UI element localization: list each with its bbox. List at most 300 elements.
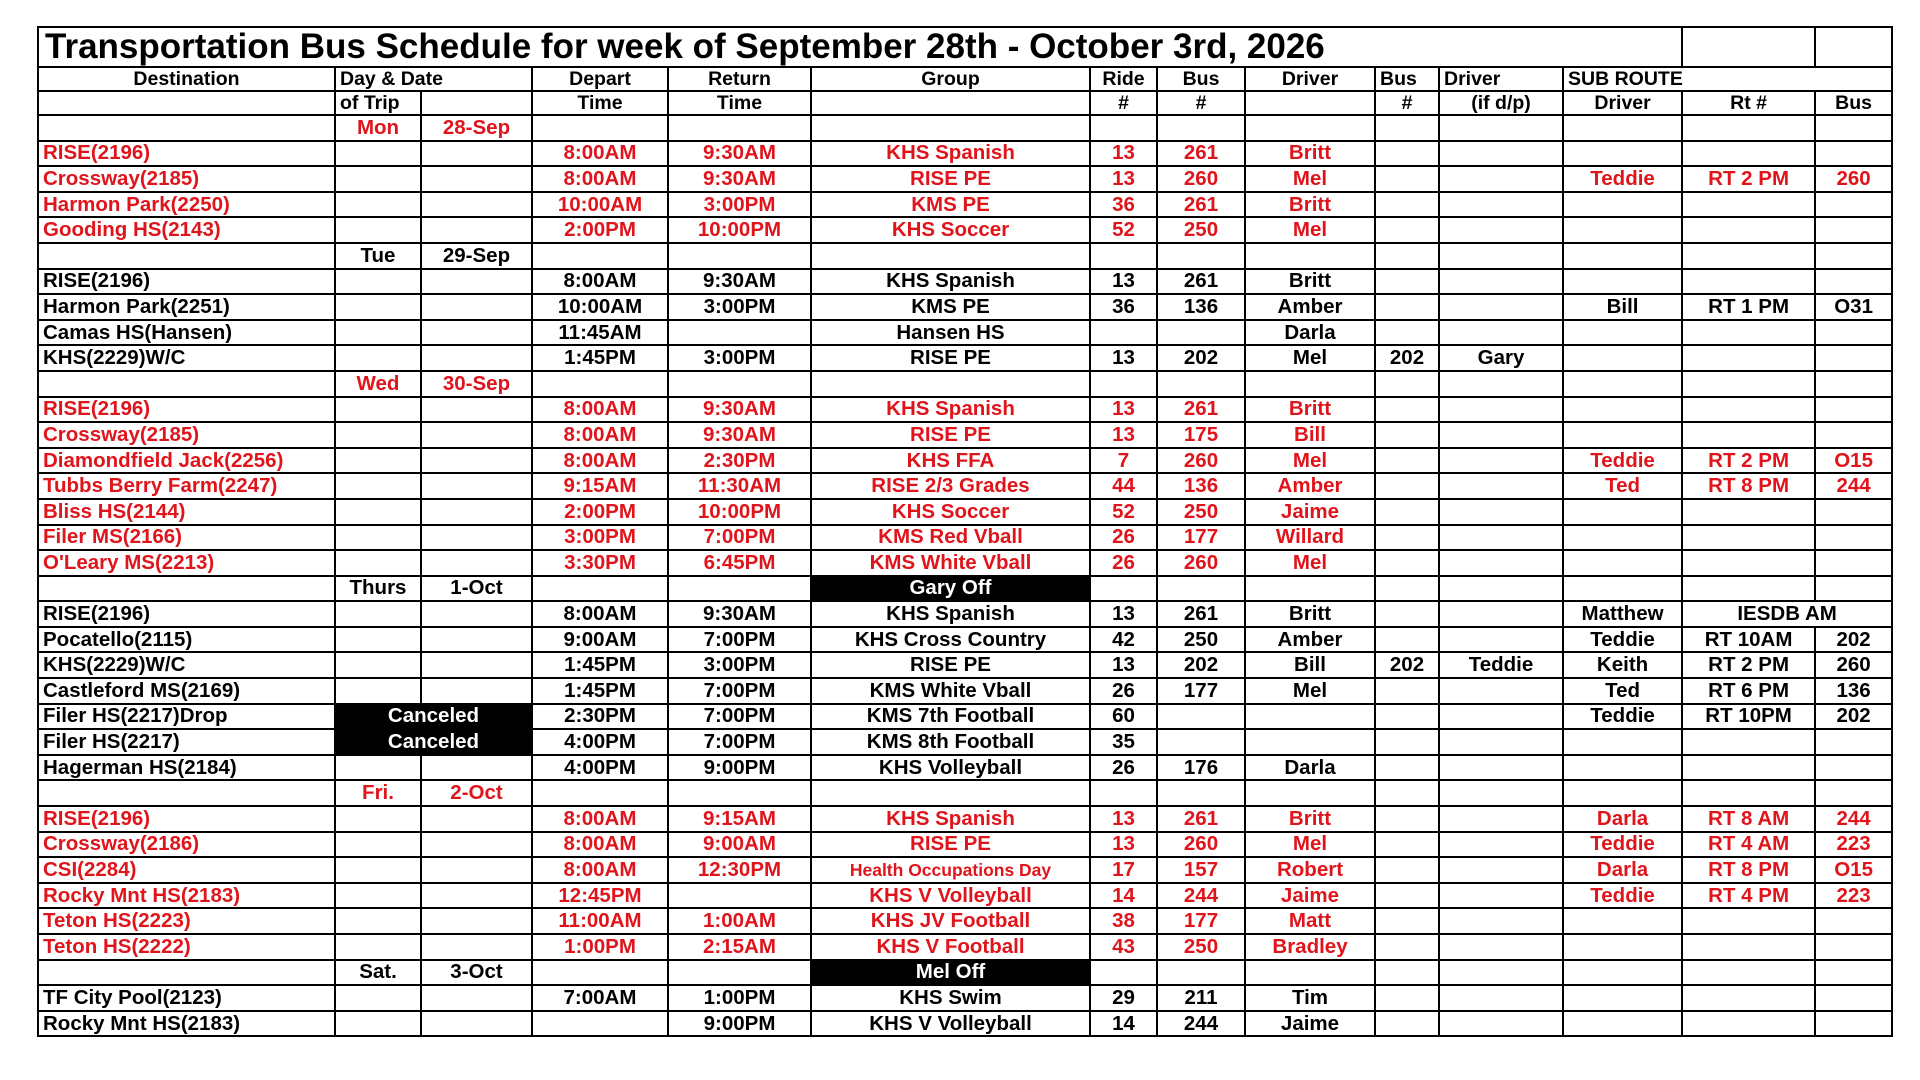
blank-cell [335,269,421,295]
blank-cell [1090,371,1157,397]
ride-count-cell: 43 [1090,934,1157,960]
blank-cell [532,243,668,269]
blank-cell [335,806,421,832]
bus2-number-cell [1375,1011,1439,1037]
blank-cell [335,678,421,704]
sub-driver-cell: Ted [1563,678,1682,704]
sub-route-cell: RT 2 PM [1682,652,1815,678]
sub-driver-cell [1563,345,1682,371]
depart-time-cell: 8:00AM [532,269,668,295]
blank-cell [1815,371,1892,397]
header-row-1 [38,67,1892,91]
group-cell: KMS PE [811,192,1090,218]
driver-cell: Britt [1245,192,1375,218]
blank-cell [532,780,668,806]
blank-cell [811,780,1090,806]
bus2-number-cell [1375,217,1439,243]
title-row [38,27,1892,67]
blank-cell [421,908,532,934]
header-bus-number: # [1157,91,1245,115]
sub-bus-cell [1815,525,1892,551]
sub-bus-cell: 244 [1815,806,1892,832]
bus-number-cell: 177 [1157,678,1245,704]
depart-time-cell: 11:00AM [532,908,668,934]
ride-count-cell: 14 [1090,883,1157,909]
trip-row [38,448,1892,474]
bus-number-cell: 250 [1157,627,1245,653]
sub-bus-cell: 244 [1815,473,1892,499]
header-ride-number: # [1090,91,1157,115]
bus-number-cell: 261 [1157,397,1245,423]
blank-cell [1815,243,1892,269]
bus-number-cell [1157,729,1245,755]
group-cell: KMS Red Vball [811,525,1090,551]
ride-count-cell: 52 [1090,499,1157,525]
driver-ifdp-cell [1439,294,1563,320]
driver-ifdp-cell [1439,217,1563,243]
date-label: 29-Sep [421,243,532,269]
sub-route-cell: RT 10AM [1682,627,1815,653]
blank-cell [421,985,532,1011]
sub-route-cell [1682,397,1815,423]
blank-cell [421,473,532,499]
bus-number-cell: 176 [1157,755,1245,781]
return-time-cell: 1:00PM [668,985,811,1011]
driver-cell: Mel [1245,448,1375,474]
destination-cell: Teton HS(2222) [38,934,335,960]
bus-number-cell: 157 [1157,857,1245,883]
destination-cell: RISE(2196) [38,806,335,832]
destination-cell: Filer HS(2217) [38,729,335,755]
sub-bus-cell [1815,269,1892,295]
driver-cell: Bill [1245,422,1375,448]
group-cell: RISE PE [811,422,1090,448]
return-time-cell: 1:00AM [668,908,811,934]
sub-bus-cell [1815,1011,1892,1037]
return-time-cell: 2:15AM [668,934,811,960]
header-blank-cell [811,91,1090,115]
blank-cell [421,601,532,627]
bus2-number-cell [1375,269,1439,295]
blank-cell [421,934,532,960]
depart-time-cell: 1:45PM [532,678,668,704]
bus-number-cell: 177 [1157,525,1245,551]
blank-cell [1439,115,1563,141]
blank-cell [421,755,532,781]
group-cell: KHS Spanish [811,397,1090,423]
bus-number-cell: 244 [1157,883,1245,909]
trip-row [38,755,1892,781]
ride-count-cell: 13 [1090,269,1157,295]
sub-route-cell: RT 6 PM [1682,678,1815,704]
destination-cell: Gooding HS(2143) [38,217,335,243]
sub-bus-cell [1815,499,1892,525]
return-time-cell: 9:00PM [668,755,811,781]
bus-number-cell: 260 [1157,166,1245,192]
destination-cell: Hagerman HS(2184) [38,755,335,781]
sub-route-cell [1682,908,1815,934]
header-return-time: Time [668,91,811,115]
sub-route-cell [1682,141,1815,167]
blank-cell [421,652,532,678]
blank-cell [1439,243,1563,269]
sub-driver-cell: Teddie [1563,704,1682,730]
driver-ifdp-cell [1439,985,1563,1011]
depart-time-cell: 12:45PM [532,883,668,909]
header-depart-time: Time [532,91,668,115]
blank-cell [1682,780,1815,806]
driver-cell: Britt [1245,397,1375,423]
ride-count-cell: 26 [1090,755,1157,781]
driver-cell: Britt [1245,601,1375,627]
return-time-cell: 10:00PM [668,499,811,525]
driver-cell: Jaime [1245,1011,1375,1037]
depart-time-cell: 8:00AM [532,601,668,627]
bus-number-cell: 202 [1157,345,1245,371]
blank-cell [421,525,532,551]
bus2-number-cell: 202 [1375,652,1439,678]
blank-cell [1815,576,1892,602]
group-cell: KMS 8th Football [811,729,1090,755]
driver-ifdp-cell [1439,729,1563,755]
driver-ifdp-cell [1439,166,1563,192]
bus-number-cell: 244 [1157,1011,1245,1037]
bus-number-cell: 136 [1157,473,1245,499]
bus2-number-cell [1375,422,1439,448]
group-cell: RISE PE [811,166,1090,192]
blank-cell [335,908,421,934]
blank-cell [335,832,421,858]
sub-bus-cell [1815,320,1892,346]
blank-cell [421,422,532,448]
blank-cell [1439,960,1563,986]
trip-row [38,294,1892,320]
return-time-cell: 3:00PM [668,294,811,320]
driver-ifdp-cell [1439,678,1563,704]
group-cell: KMS White Vball [811,678,1090,704]
bus-number-cell: 261 [1157,806,1245,832]
header-blank-cell [38,91,335,115]
depart-time-cell: 1:45PM [532,652,668,678]
driver-ifdp-cell [1439,320,1563,346]
sub-bus-cell: 202 [1815,627,1892,653]
blank-cell [335,141,421,167]
ride-count-cell: 26 [1090,678,1157,704]
bus-number-cell: 260 [1157,448,1245,474]
depart-time-cell: 8:00AM [532,832,668,858]
depart-time-cell: 9:15AM [532,473,668,499]
driver-ifdp-cell [1439,934,1563,960]
driver-cell: Mel [1245,345,1375,371]
blank-cell [1375,780,1439,806]
blank-cell [532,371,668,397]
day-label: Wed [335,371,421,397]
driver-cell: Willard [1245,525,1375,551]
sub-driver-cell [1563,908,1682,934]
group-cell: KHS V Football [811,934,1090,960]
ride-count-cell: 14 [1090,1011,1157,1037]
driver-ifdp-cell [1439,550,1563,576]
header-day-date: Day & Date [335,67,532,91]
destination-cell: RISE(2196) [38,601,335,627]
driver-off-note: Gary Off [811,576,1090,602]
sub-driver-cell: Keith [1563,652,1682,678]
blank-cell [1245,243,1375,269]
bus-number-cell: 261 [1157,141,1245,167]
bus2-number-cell [1375,729,1439,755]
blank-cell [1090,576,1157,602]
blank-cell [1375,960,1439,986]
sub-bus-cell: 202 [1815,704,1892,730]
driver-cell: Mel [1245,217,1375,243]
depart-time-cell: 1:45PM [532,345,668,371]
depart-time-cell: 8:00AM [532,448,668,474]
bus2-number-cell [1375,499,1439,525]
return-time-cell: 9:30AM [668,166,811,192]
ride-count-cell: 44 [1090,473,1157,499]
header-depart: Depart [532,67,668,91]
ride-count-cell: 36 [1090,192,1157,218]
date-label: 3-Oct [421,960,532,986]
driver-ifdp-cell [1439,883,1563,909]
trip-row [38,908,1892,934]
blank-cell [1682,243,1815,269]
trip-row [38,627,1892,653]
return-time-cell: 7:00PM [668,627,811,653]
blank-cell [335,397,421,423]
destination-cell: RISE(2196) [38,141,335,167]
blank-cell [1815,115,1892,141]
driver-cell [1245,729,1375,755]
sub-driver-cell: Teddie [1563,627,1682,653]
sub-driver-cell [1563,550,1682,576]
blank-cell [38,243,335,269]
blank-cell [1157,780,1245,806]
date-label: 28-Sep [421,115,532,141]
ride-count-cell: 42 [1090,627,1157,653]
sub-route-cell [1682,525,1815,551]
driver-ifdp-cell [1439,422,1563,448]
blank-cell [335,166,421,192]
sub-driver-cell: Teddie [1563,883,1682,909]
group-cell: KMS White Vball [811,550,1090,576]
day-header-row [38,115,1892,141]
day-header-row [38,960,1892,986]
depart-time-cell: 8:00AM [532,166,668,192]
depart-time-cell: 2:00PM [532,217,668,243]
ride-count-cell: 7 [1090,448,1157,474]
day-label: Mon [335,115,421,141]
header-ride: Ride [1090,67,1157,91]
blank-cell [38,780,335,806]
destination-cell: Harmon Park(2250) [38,192,335,218]
header-return: Return [668,67,811,91]
sub-route-cell: RT 4 AM [1682,832,1815,858]
driver-cell: Jaime [1245,883,1375,909]
trip-row [38,166,1892,192]
trip-row [38,550,1892,576]
date-label: 30-Sep [421,371,532,397]
group-cell: Hansen HS [811,320,1090,346]
blank-cell [1157,371,1245,397]
blank-cell [1563,960,1682,986]
trip-row [38,985,1892,1011]
blank-cell [421,141,532,167]
driver-ifdp-cell [1439,857,1563,883]
blank-cell [335,652,421,678]
blank-cell [668,780,811,806]
return-time-cell: 9:00PM [668,1011,811,1037]
ride-count-cell: 38 [1090,908,1157,934]
blank-cell [335,345,421,371]
blank-cell [1157,115,1245,141]
return-time-cell: 9:30AM [668,422,811,448]
driver-ifdp-cell [1439,1011,1563,1037]
destination-cell: Bliss HS(2144) [38,499,335,525]
driver-cell: Amber [1245,473,1375,499]
group-cell: KHS Spanish [811,601,1090,627]
bus2-number-cell [1375,192,1439,218]
day-header-row [38,243,1892,269]
destination-cell: Harmon Park(2251) [38,294,335,320]
blank-cell [668,371,811,397]
group-cell: KHS Cross Country [811,627,1090,653]
header-blank-cell [1245,91,1375,115]
depart-time-cell [532,1011,668,1037]
driver-cell: Mel [1245,832,1375,858]
blank-cell [1563,780,1682,806]
return-time-cell [668,320,811,346]
sub-driver-cell: Bill [1563,294,1682,320]
trip-row [38,729,1892,755]
driver-ifdp-cell [1439,397,1563,423]
sub-driver-cell [1563,141,1682,167]
blank-cell [421,294,532,320]
ride-count-cell: 13 [1090,806,1157,832]
bus2-number-cell [1375,550,1439,576]
ride-count-cell: 35 [1090,729,1157,755]
sub-route-cell [1682,499,1815,525]
sub-bus-cell: 136 [1815,678,1892,704]
day-header-row [38,780,1892,806]
blank-cell [335,192,421,218]
blank-cell [421,166,532,192]
sub-bus-cell [1815,934,1892,960]
bus2-number-cell [1375,473,1439,499]
bus-number-cell: 175 [1157,422,1245,448]
driver-ifdp-cell [1439,448,1563,474]
return-time-cell: 11:30AM [668,473,811,499]
blank-cell [1439,576,1563,602]
return-time-cell: 12:30PM [668,857,811,883]
sub-route-cell [1682,320,1815,346]
header-bus: Bus [1157,67,1245,91]
group-cell: RISE PE [811,345,1090,371]
sub-bus-cell [1815,217,1892,243]
trip-row [38,345,1892,371]
blank-cell [335,1011,421,1037]
blank-cell [421,857,532,883]
bus2-number-cell [1375,448,1439,474]
blank-cell [335,627,421,653]
sub-route-cell [1682,345,1815,371]
bus-number-cell [1157,704,1245,730]
blank-cell [1245,576,1375,602]
depart-time-cell: 8:00AM [532,422,668,448]
destination-cell: RISE(2196) [38,397,335,423]
sub-bus-cell [1815,985,1892,1011]
driver-ifdp-cell [1439,525,1563,551]
trip-row [38,141,1892,167]
schedule-table [37,26,1893,1037]
sub-driver-cell [1563,422,1682,448]
sub-route-cell [1682,1011,1815,1037]
header-group: Group [811,67,1090,91]
header-driver: Driver [1245,67,1375,91]
blank-cell [38,576,335,602]
bus-number-cell [1157,320,1245,346]
depart-time-cell: 10:00AM [532,294,668,320]
sub-driver-cell: Ted [1563,473,1682,499]
header-sub-rt: Rt # [1682,91,1815,115]
return-time-cell: 6:45PM [668,550,811,576]
return-time-cell: 7:00PM [668,704,811,730]
destination-cell: KHS(2229)W/C [38,345,335,371]
sub-route-cell: RT 4 PM [1682,883,1815,909]
blank-cell [532,960,668,986]
ride-count-cell: 29 [1090,985,1157,1011]
return-time-cell: 9:30AM [668,601,811,627]
bus2-number-cell [1375,755,1439,781]
bus-number-cell: 261 [1157,192,1245,218]
driver-cell: Matt [1245,908,1375,934]
return-time-cell: 7:00PM [668,729,811,755]
group-cell: KHS Soccer [811,499,1090,525]
group-cell: KHS V Volleyball [811,1011,1090,1037]
blank-cell [1375,115,1439,141]
driver-cell: Darla [1245,755,1375,781]
blank-cell [335,755,421,781]
sub-route-cell: RT 2 PM [1682,448,1815,474]
driver-cell: Britt [1245,806,1375,832]
ride-count-cell: 13 [1090,422,1157,448]
sub-route-cell: RT 8 PM [1682,857,1815,883]
bus2-number-cell [1375,397,1439,423]
destination-cell: Filer MS(2166) [38,525,335,551]
return-time-cell: 3:00PM [668,652,811,678]
return-time-cell: 9:30AM [668,141,811,167]
blank-cell [335,422,421,448]
sub-route-cell: IESDB AM [1682,601,1892,627]
title-blank-cell [1682,27,1815,67]
header-blank-cell [421,91,532,115]
blank-cell [1682,576,1815,602]
sub-bus-cell: O15 [1815,857,1892,883]
sub-bus-cell: 223 [1815,832,1892,858]
sub-driver-cell: Teddie [1563,166,1682,192]
sub-bus-cell [1815,397,1892,423]
sub-bus-cell: O31 [1815,294,1892,320]
sub-route-cell [1682,550,1815,576]
group-cell: KHS Spanish [811,141,1090,167]
blank-cell [1563,115,1682,141]
destination-cell: Filer HS(2217)Drop [38,704,335,730]
depart-time-cell: 11:45AM [532,320,668,346]
driver-cell: Mel [1245,166,1375,192]
trip-row [38,652,1892,678]
destination-cell: Rocky Mnt HS(2183) [38,883,335,909]
driver-cell: Britt [1245,269,1375,295]
